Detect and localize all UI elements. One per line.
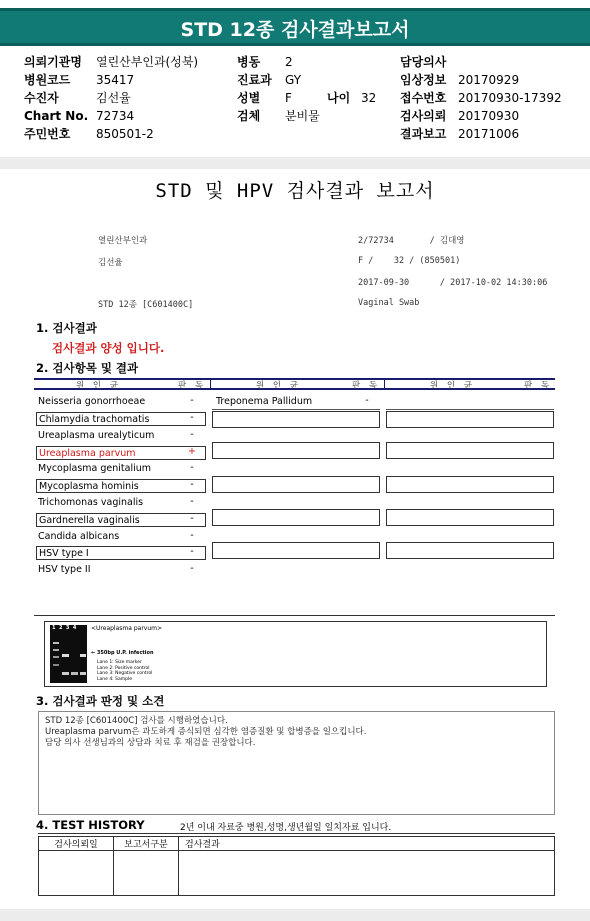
item-ureaplasma-parvum-result: + [188,446,196,457]
item-hsv-type-i-result: - [190,546,194,557]
history-note: 2년 이내 자료중 병원,성명,생년월일 일치자료 입니다. [180,823,392,833]
item-mycoplasma-genitalium: Mycoplasma genitalium [38,463,152,474]
empty-result-box [386,442,554,459]
item-trichomonas-vaginalis: Trichomonas vaginalis [38,497,144,508]
empty-result-box [212,411,380,428]
sex-label: 성별 [237,91,261,105]
ward-label: 병동 [237,55,261,69]
hospital-name-value: 열린산부인과(성북) [96,55,199,69]
findings-line-3: 담당 의사 선생님과의 상담과 치료 후 재검을 권장합니다. [45,738,256,748]
history-cell [114,851,179,896]
chart-no-value: 72734 [96,109,135,123]
hospital-code-label: 병원코드 [24,73,71,87]
history-top-rule [38,833,555,834]
history-header-row [39,837,555,851]
findings-section-title: 3. 검사결과 판정 및 소견 [36,694,165,708]
empty-result-box [386,476,554,493]
history-table [38,836,555,896]
receipt-no-value: 20170930-17392 [458,91,562,105]
request-date-label: 검사의뢰 [400,109,447,123]
department-label: 진료과 [237,73,272,87]
findings-box [38,711,555,815]
row-rule [212,409,380,410]
col2-pathogen-header: 원 인 균 [256,381,302,391]
history-col-result: 검사결과 [179,837,555,851]
gel-band-label: ← 350bp U.P. infection [91,650,154,656]
section-divider [0,157,590,169]
empty-result-box [212,509,380,526]
history-col-request-date: 검사의뢰일 [39,837,114,851]
specimen-type: Vaginal Swab [358,298,420,308]
chart-no-label: Chart No. [24,109,89,123]
report-dates: 2017-09-30 / 2017-10-02 14:30:06 [358,278,548,288]
resident-no-value: 850501-2 [96,127,154,141]
sex-age: F / 32 / (850501) [358,256,461,266]
gel-legend-lane3: Lane 3: Negative control [97,671,153,676]
row-rule [386,409,554,410]
items-grid-header [34,378,555,390]
item-hsv-type-ii: HSV type II [38,564,91,575]
patient-name-value: 김선율 [96,91,131,105]
item-trichomonas-vaginalis-result: - [190,496,194,507]
col2-result-header: 판 독 [352,381,381,391]
col1-result-header: 판 독 [178,381,207,391]
gel-legend-lane1: Lane 1: Size marker [97,660,142,665]
col3-pathogen-header: 원 인 균 [430,381,476,391]
empty-result-box [212,442,380,459]
age-label: 나이 [327,91,351,105]
item-chlamydia-trachomatis-result: - [190,412,194,423]
col-separator [210,380,211,390]
patient-name: 김선율 [98,258,123,268]
gel-legend-lane2: Lane 2: Positive control [97,665,150,671]
result-positive-text: 검사결과 양성 입니다. [52,341,165,355]
item-treponema-result: - [365,395,369,406]
item-ureaplasma-parvum: Ureaplasma parvum [36,446,206,460]
history-col-report-type: 보고서구분 [114,837,179,851]
patient-name-label: 수진자 [24,91,59,105]
item-neisseria-gonorrhoeae-result: - [190,395,194,406]
specimen-label: 검체 [237,109,261,123]
clinical-info-value: 20170929 [458,73,520,87]
item-ureaplasma-urealyticum-result: - [190,429,194,440]
item-gardnerella-vaginalis: Gardnerella vaginalis [36,513,206,527]
gel-title: <Ureaplasma parvum> [91,625,163,632]
item-mycoplasma-hominis: Mycoplasma hominis [36,479,206,493]
chart-doctor: 2/72734 / 김대영 [358,236,465,246]
item-ureaplasma-urealyticum: Ureaplasma urealyticum [38,430,155,441]
hospital-name-label: 의뢰기관명 [24,55,82,69]
item-candida-albicans: Candida albicans [38,531,120,542]
item-hsv-type-i: HSV type I [36,546,206,560]
department-value: GY [285,73,302,87]
ward-value: 2 [285,55,293,69]
history-cell [39,851,114,896]
col3-result-header: 판 독 [524,381,553,391]
empty-result-box [212,476,380,493]
empty-result-box [386,411,554,428]
empty-result-box [212,542,380,559]
header-right [400,53,562,143]
empty-result-box [386,509,554,526]
request-date-value: 20170930 [458,109,520,123]
gel-legend-lane4: Lane 4: Sample [97,676,132,682]
report-title: STD 및 HPV 검사결과 보고서 [155,180,435,202]
gel-electrophoresis-figure [44,621,547,687]
hospital-code-value: 35417 [96,73,135,87]
col1-pathogen-header: 원 인 균 [76,381,122,391]
history-section-title: 4. TEST HISTORY [36,818,145,832]
result-section-title: 1. 검사결과 [36,321,97,335]
item-treponema-pallidum: Treponema Pallidum [216,396,313,407]
resident-no-label: 주민번호 [24,127,71,141]
item-gardnerella-vaginalis-result: - [190,513,194,524]
gel-lane-numbers: 1 2 3 4 [52,625,77,631]
specimen-value: 분비물 [285,109,320,123]
findings-line-2: Ureaplasma parvum은 과도하게 증식되면 심각한 염증질환 및 합병증을 일으킵니다. [45,727,367,737]
report-date-label: 결과보고 [400,127,447,141]
clinical-info-label: 임상정보 [400,73,447,87]
item-mycoplasma-hominis-result: - [190,479,194,490]
doctor-label: 담당의사 [400,55,447,69]
report-main-title: STD 12종 검사결과보고서 [0,8,590,46]
findings-line-1: STD 12종 [C601400C] 검사를 시행하였습니다. [45,716,228,726]
item-chlamydia-trachomatis: Chlamydia trachomatis [36,412,206,426]
receipt-no-label: 접수번호 [400,91,447,105]
item-mycoplasma-genitalium-result: - [190,462,194,473]
empty-result-box [386,542,554,559]
test-code: STD 12종 [C601400C] [98,300,194,310]
report-date-value: 20171006 [458,127,520,141]
item-neisseria-gonorrhoeae: Neisseria gonorrhoeae [38,396,146,407]
history-row [39,851,555,896]
item-hsv-type-ii-result: - [190,563,194,574]
clinic-name: 열린산부인과 [98,236,148,246]
history-cell [179,851,555,896]
items-section-title: 2. 검사항목 및 결과 [36,361,139,375]
col-separator [384,380,385,390]
gel-legend [97,660,152,682]
age-value: 32 [361,91,377,105]
items-bottom-rule [34,615,555,616]
sex-value: F [285,91,292,105]
footer-band [0,909,590,921]
header-mid [237,53,376,125]
item-candida-albicans-result: - [190,530,194,541]
header-left [24,53,198,143]
